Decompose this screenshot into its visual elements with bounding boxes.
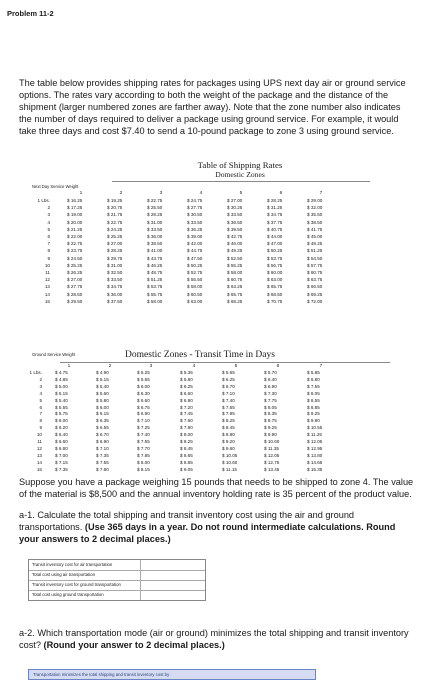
rate-cell: $ 60.75 (227, 277, 243, 283)
rate-cell: $ 8.25 (180, 439, 193, 444)
rate-cell: $ 65.75 (227, 291, 243, 297)
rate-cell: $ 8.15 (137, 466, 150, 472)
rate-cell: $ 7.65 (222, 404, 235, 410)
rate-cell: $ 6.60 (137, 397, 150, 403)
rate-cell: $ 42.00 (187, 241, 203, 247)
rate-cell: $ 8.00 (137, 459, 150, 465)
rate-cell: $ 21.25 (67, 226, 83, 232)
zone-header: 5 (239, 191, 243, 196)
rate-cell: $ 28.25 (107, 248, 123, 254)
rate-cell: $ 57.75 (307, 262, 323, 268)
problem-title: Problem 11-2 (7, 9, 54, 18)
weight-label: 7 (39, 411, 42, 417)
rate-cell: $ 6.35 (96, 418, 109, 424)
rate-cell: $ 7.00 (55, 452, 68, 458)
rate-cell: $ 8.65 (180, 452, 193, 458)
question-a2-instructions: (Round your answer to 2 decimal places.) (43, 640, 225, 650)
rate-cell: $ 8.55 (307, 397, 320, 403)
rate-cell: $ 32.00 (307, 205, 323, 211)
rate-cell: $ 29.00 (307, 198, 323, 203)
rate-cell: $ 5.65 (137, 376, 150, 382)
rate-cell: $ 55.25 (227, 262, 243, 268)
air-total-cost-input[interactable] (140, 570, 205, 580)
rate-cell: $ 19.25 (107, 198, 123, 203)
rate-cell: $ 9.05 (180, 466, 193, 472)
rate-cell: $ 25.50 (147, 205, 163, 211)
rate-cell: $ 36.25 (187, 226, 203, 232)
rate-cell: $ 33.50 (107, 277, 123, 283)
rate-cell: $ 6.25 (222, 376, 235, 382)
rate-cell: $ 70.75 (267, 298, 283, 304)
rate-cell: $ 51.25 (307, 248, 323, 254)
rate-cell: $ 8.05 (307, 390, 320, 396)
rate-cell: $ 7.45 (180, 411, 193, 417)
weight-label: 13 (36, 452, 42, 458)
rate-cell: $ 63.00 (267, 277, 283, 283)
question-a2 (19, 627, 414, 651)
a1-row-ground-total (29, 590, 205, 600)
rate-cell: $ 7.80 (96, 466, 109, 472)
rate-cell: $ 35.50 (307, 212, 323, 218)
weight-label: 2 (39, 376, 42, 382)
rate-cell: $ 11.15 (222, 466, 237, 472)
rate-cell: $ 6.30 (137, 390, 150, 396)
rate-cell: $ 58.00 (227, 270, 243, 275)
rate-cell: $ 6.80 (55, 445, 68, 451)
question-a1-text: a-1. Calculate the total shipping and transit inventory cost using the air and ground transportations. (19, 510, 355, 532)
zone-header: 3 (159, 191, 163, 196)
rate-cell: $ 55.75 (147, 291, 163, 297)
rate-cell: $ 7.10 (96, 445, 109, 451)
weight-label: 7 (47, 241, 50, 247)
rate-cell: $ 22.00 (67, 234, 83, 239)
rate-cell: $ 16.25 (67, 198, 83, 203)
weight-label: 4 (47, 219, 50, 225)
rate-cell: $ 60.00 (267, 270, 283, 275)
rate-cell: $ 66.50 (307, 284, 323, 290)
rate-cell: $ 30.50 (187, 212, 203, 218)
rate-cell: $ 5.60 (96, 390, 109, 396)
rate-cell: $ 44.75 (187, 248, 203, 254)
rate-cell: $ 31.25 (267, 205, 283, 211)
weight-label: 10 (44, 262, 50, 268)
rate-cell: $ 40.75 (267, 226, 283, 232)
rate-cell: $ 36.00 (147, 234, 163, 239)
a1-row-label: Transit inventory cost for ground transportation (32, 582, 121, 587)
rate-cell: $ 10.60 (222, 459, 238, 465)
ground-transit-cost-input[interactable] (140, 580, 205, 590)
rate-cell: $ 27.75 (67, 284, 83, 290)
weight-label: 8 (47, 248, 50, 254)
rate-cell: $ 58.00 (147, 298, 163, 304)
weight-label: 3 (39, 383, 42, 389)
rate-cell: $ 50.25 (267, 248, 283, 254)
rate-cell: $ 7.75 (264, 397, 277, 403)
rate-cell: $ 27.75 (187, 205, 203, 211)
rate-cell: $ 6.00 (55, 418, 68, 424)
rate-cell: $ 41.00 (147, 248, 163, 254)
rate-cell: $ 22.75 (107, 219, 123, 225)
rate-cell: $ 7.80 (180, 425, 193, 431)
weight-label: 12 (36, 445, 42, 451)
table1-corner-label: Next Day Service Weight (32, 184, 79, 189)
zone-header: 2 (119, 191, 123, 196)
question-a2-text: a-2. Which transportation mode (air or ground) minimizes the total shipping and transit inventory cost? (19, 628, 409, 650)
rate-cell: $ 12.05 (307, 439, 323, 444)
rate-cell: $ 8.45 (222, 425, 235, 431)
rate-cell: $ 5.40 (96, 383, 109, 389)
rate-cell: $ 52.75 (187, 270, 203, 275)
rate-cell: $ 34.75 (267, 212, 283, 218)
rate-cell: $ 30.25 (227, 205, 243, 211)
rate-cell: $ 12.75 (264, 459, 280, 465)
rate-cell: $ 58.00 (187, 284, 203, 290)
rate-cell: $ 69.25 (307, 291, 323, 297)
rate-cell: $ 68.50 (267, 291, 283, 297)
rate-cell: $ 32.50 (107, 270, 123, 275)
rate-cell: $ 60.50 (187, 291, 203, 297)
rate-cell: $ 27.00 (227, 198, 243, 203)
rate-cell: $ 6.60 (180, 390, 193, 396)
rate-cell: $ 60.75 (307, 270, 323, 275)
rate-cell: $ 9.25 (307, 411, 320, 417)
weight-label: 11 (45, 270, 50, 275)
rate-cell: $ 12.05 (264, 452, 280, 458)
rate-cell: $ 34.75 (107, 284, 123, 290)
zone-header: 1 (67, 364, 71, 369)
rate-cell: $ 5.75 (55, 411, 68, 417)
rate-cell: $ 49.25 (227, 248, 243, 254)
rate-cell: $ 21.75 (107, 212, 123, 218)
rate-cell: $ 22.75 (147, 198, 163, 203)
rate-cell: $ 4.85 (55, 376, 68, 382)
rate-cell: $ 6.80 (307, 376, 320, 382)
rate-cell: $ 25.25 (67, 262, 83, 268)
rate-cell: $ 8.75 (264, 418, 277, 424)
rate-cell: $ 33.50 (187, 219, 203, 225)
rate-cell: $ 7.25 (137, 425, 150, 431)
rate-cell: $ 22.75 (67, 241, 83, 247)
suppose-paragraph: Suppose you have a package weighing 15 pounds that needs to be shipped to zone 4. The value of the material is $8,500 and the annual inventory holding rate is 35 percent of the product value. (19, 477, 414, 499)
rate-cell: $ 6.00 (137, 383, 150, 389)
table1-subtitle: Domestic Zones (215, 170, 265, 179)
rate-cell: $ 26.25 (67, 270, 83, 275)
rate-cell: $ 7.30 (264, 390, 277, 396)
rate-cell: $ 53.75 (147, 284, 163, 290)
rate-cell: $ 12.95 (307, 445, 323, 451)
rate-cell: $ 6.60 (55, 439, 68, 444)
weight-label: 9 (47, 255, 50, 261)
a1-answer-table (28, 559, 206, 601)
rate-cell: $ 7.15 (55, 459, 68, 465)
rate-cell: $ 7.55 (307, 383, 320, 389)
rate-cell: $ 6.70 (222, 383, 235, 389)
rate-cell: $ 56.75 (267, 262, 283, 268)
rate-cell: $ 5.85 (307, 370, 320, 375)
rate-cell: $ 9.20 (222, 439, 235, 444)
rate-cell: $ 19.00 (67, 212, 83, 218)
rate-cell: $ 4.75 (55, 370, 68, 375)
rate-cell: $ 37.75 (267, 219, 283, 225)
rate-cell: $ 5.55 (55, 404, 68, 410)
rate-cell: $ 6.40 (55, 432, 68, 438)
rate-cell: $ 47.50 (187, 255, 203, 261)
rate-cell: $ 7.35 (96, 452, 109, 458)
question-a1-instructions: (Use 365 days in a year. Do not round intermediate calculations. Round your answers to 2 decimal places.) (19, 522, 396, 544)
rate-cell: $ 6.55 (96, 425, 109, 431)
rate-cell: $ 24.25 (107, 226, 123, 232)
intro-paragraph: The table below provides shipping rates for packages using UPS next day air or ground service options. The rates vary according to both the weight of the package and the distance of the shipment (larger numbered zones are farther away). Note that the zone number also indicates the number of days required to deliver a package using ground service. For example, it would take three days and cost $7.40 to send a 10-pound package to zone 3 using ground service. (19, 78, 406, 136)
rate-cell: $ 63.25 (227, 284, 243, 290)
a1-row-label: Transit inventory cost for air transportation (32, 562, 113, 567)
rate-cell: $ 5.15 (96, 376, 109, 382)
rate-cell: $ 5.80 (180, 376, 193, 382)
weight-label: 1 Lbs. (29, 370, 42, 375)
rate-cell: $ 37.50 (107, 298, 123, 304)
rate-cell: $ 5.35 (180, 370, 193, 375)
rate-cell: $ 6.70 (96, 432, 109, 438)
rate-cell: $ 4.90 (96, 370, 109, 375)
table2-corner-label: Ground Service Weight (32, 352, 76, 357)
rate-cell: $ 65.75 (267, 284, 283, 290)
rate-cell: $ 43.75 (147, 255, 163, 261)
weight-label: 12 (44, 277, 50, 283)
rate-cell: $ 38.50 (147, 241, 163, 247)
rate-cell: $ 48.75 (147, 270, 163, 275)
rate-cell: $ 46.25 (147, 262, 163, 268)
rate-cell: $ 7.95 (222, 411, 235, 417)
rate-cell: $ 24.50 (67, 255, 83, 261)
weight-label: 5 (47, 226, 50, 232)
a1-row-label: Total cost using ground transportation (32, 592, 104, 597)
rate-cell: $ 27.00 (107, 241, 123, 247)
rate-cell: $ 31.00 (107, 262, 123, 268)
rate-cell: $ 5.25 (137, 370, 150, 375)
weight-label: 6 (39, 404, 42, 410)
rate-cell: $ 6.20 (55, 425, 68, 431)
weight-label: 14 (44, 291, 50, 297)
rate-cell: $ 8.85 (307, 404, 320, 410)
zone-header: 4 (192, 364, 196, 369)
rate-cell: $ 51.25 (147, 277, 163, 283)
a1-row-label: Total cost using air transportation (32, 572, 96, 577)
weight-label: 10 (36, 432, 42, 438)
zone-header: 6 (279, 191, 283, 196)
rate-cell: $ 45.00 (307, 234, 323, 239)
rate-cell: $ 5.70 (264, 370, 277, 375)
zone-header: 2 (108, 364, 112, 369)
rate-cell: $ 9.60 (222, 445, 235, 451)
table2-title: Domestic Zones - Transit Time in Days (125, 350, 275, 360)
a2-answer-row[interactable] (28, 669, 316, 680)
zone-header: 4 (199, 191, 203, 196)
zone-header: 6 (276, 364, 280, 369)
weight-label: 6 (47, 234, 50, 239)
rate-cell: $ 8.85 (180, 459, 193, 465)
rate-cell: $ 52.50 (227, 255, 243, 261)
rate-cell: $ 29.75 (107, 255, 123, 261)
rate-cell: $ 10.60 (264, 439, 280, 444)
zone-header: 5 (234, 364, 238, 369)
rate-cell: $ 10.55 (307, 425, 323, 431)
rate-cell: $ 7.35 (55, 466, 68, 472)
rate-cell: $ 54.50 (307, 255, 323, 261)
a2-answer-label: Transportation minimizes the total shipping and transit inventory cost by (33, 672, 170, 677)
rate-cell: $ 8.45 (180, 445, 193, 451)
weight-label: 11 (37, 439, 42, 444)
rate-cell: $ 27.00 (67, 277, 83, 283)
rate-cell: $ 7.60 (180, 418, 193, 424)
rate-cell: $ 28.25 (147, 212, 163, 218)
rate-cell: $ 5.15 (55, 390, 68, 396)
rate-cell: $ 13.45 (264, 466, 280, 472)
weight-label: 13 (44, 284, 50, 290)
rate-cell: $ 6.00 (96, 404, 109, 410)
rate-cell: $ 44.00 (267, 234, 283, 239)
rate-cell: $ 8.05 (264, 404, 277, 410)
rate-cell: $ 9.25 (264, 425, 277, 431)
air-transit-cost-input[interactable] (140, 560, 205, 570)
weight-label: 5 (39, 397, 42, 403)
rate-cell: $ 5.65 (222, 370, 235, 375)
rate-cell: $ 38.50 (307, 219, 323, 225)
weight-label: 2 (47, 205, 50, 211)
zone-header: 3 (149, 364, 153, 369)
table2-title-cell (60, 352, 390, 363)
zone-header: 7 (319, 364, 323, 369)
rate-cell: $ 53.75 (267, 255, 283, 261)
rate-cell: $ 72.00 (307, 298, 323, 304)
weight-label: 4 (39, 390, 42, 396)
rate-cell: $ 8.35 (264, 411, 277, 417)
rate-cell: $ 39.50 (227, 226, 243, 232)
rate-cell: $ 7.10 (222, 390, 235, 396)
rate-cell: $ 17.25 (67, 205, 83, 211)
ground-total-cost-input[interactable] (140, 590, 205, 600)
rate-cell: $ 5.00 (55, 383, 68, 389)
rate-cell: $ 25.25 (107, 234, 123, 239)
rate-cell: $ 31.00 (147, 219, 163, 225)
rate-cell: $ 7.40 (137, 432, 150, 438)
rate-cell: $ 63.00 (187, 298, 203, 304)
rate-cell: $ 50.25 (187, 262, 203, 268)
weight-label: 14 (36, 459, 42, 465)
rate-cell: $ 8.25 (222, 418, 235, 424)
rate-cell: $ 7.55 (96, 459, 109, 465)
rate-cell: $ 68.25 (227, 298, 243, 304)
rate-cell: $ 8.80 (222, 432, 235, 438)
rate-cell: $ 15.35 (307, 466, 323, 472)
rate-cell: $ 36.00 (107, 291, 123, 297)
rate-cell: $ 5.80 (96, 397, 109, 403)
table1-title: Table of Shipping Rates (197, 160, 283, 170)
rate-cell: $ 29.50 (67, 298, 83, 304)
rate-cell: $ 28.50 (67, 291, 83, 297)
zone-header: 7 (319, 191, 323, 196)
zone-header: 1 (79, 191, 83, 196)
rate-cell: $ 48.25 (307, 241, 323, 247)
rate-cell: $ 11.35 (264, 445, 279, 451)
rate-cell: $ 42.75 (227, 234, 243, 239)
rate-cell: $ 10.05 (222, 452, 238, 458)
rate-cell: $ 23.75 (67, 248, 83, 254)
rate-cell: $ 9.90 (264, 432, 277, 438)
rate-cell: $ 6.25 (180, 383, 193, 389)
rate-cell: $ 20.75 (107, 205, 123, 211)
rate-cell: $ 7.40 (222, 397, 235, 403)
rate-cell: $ 41.75 (307, 226, 323, 232)
rate-cell: $ 6.90 (137, 411, 150, 417)
rate-cell: $ 13.80 (307, 452, 323, 458)
weight-label: 1 Lbs. (37, 198, 50, 203)
rate-cell: $ 8.00 (180, 432, 193, 438)
rate-cell: $ 14.65 (307, 459, 323, 465)
rate-cell: $ 36.50 (227, 219, 243, 225)
rate-cell: $ 7.85 (137, 452, 150, 458)
rate-cell: $ 6.90 (180, 397, 193, 403)
rate-cell: $ 7.70 (137, 445, 150, 451)
rate-cell: $ 6.90 (96, 439, 109, 444)
weight-label: 15 (36, 466, 42, 472)
rate-cell: $ 20.00 (67, 219, 83, 225)
weight-label: 3 (47, 212, 50, 218)
rate-cell: $ 6.90 (264, 383, 277, 389)
rate-cell: $ 9.90 (307, 418, 320, 424)
rate-cell: $ 5.40 (55, 397, 68, 403)
weight-label: 8 (39, 418, 42, 424)
rate-cell: $ 47.00 (267, 241, 283, 247)
weight-label: 15 (44, 298, 50, 304)
rate-cell: $ 7.20 (180, 404, 193, 410)
rate-cell: $ 33.50 (227, 212, 243, 218)
rate-cell: $ 11.25 (307, 432, 322, 438)
rate-cell: $ 7.55 (137, 439, 150, 444)
rate-cell: $ 6.75 (137, 404, 150, 410)
rate-cell: $ 46.00 (227, 241, 243, 247)
rate-cell: $ 33.50 (147, 226, 163, 232)
rate-cell: $ 63.75 (307, 277, 323, 283)
table1-header-rule (112, 181, 370, 182)
rate-cell: $ 28.25 (267, 198, 283, 203)
rate-cell: $ 24.75 (187, 198, 203, 203)
rate-cell: $ 6.40 (264, 376, 277, 382)
rate-cell: $ 39.00 (187, 234, 203, 239)
rate-cell: $ 6.15 (96, 411, 109, 417)
question-a1 (19, 509, 414, 545)
rate-cell: $ 7.10 (137, 418, 150, 424)
weight-label: 9 (39, 425, 42, 431)
rate-cell: $ 55.50 (187, 277, 203, 283)
